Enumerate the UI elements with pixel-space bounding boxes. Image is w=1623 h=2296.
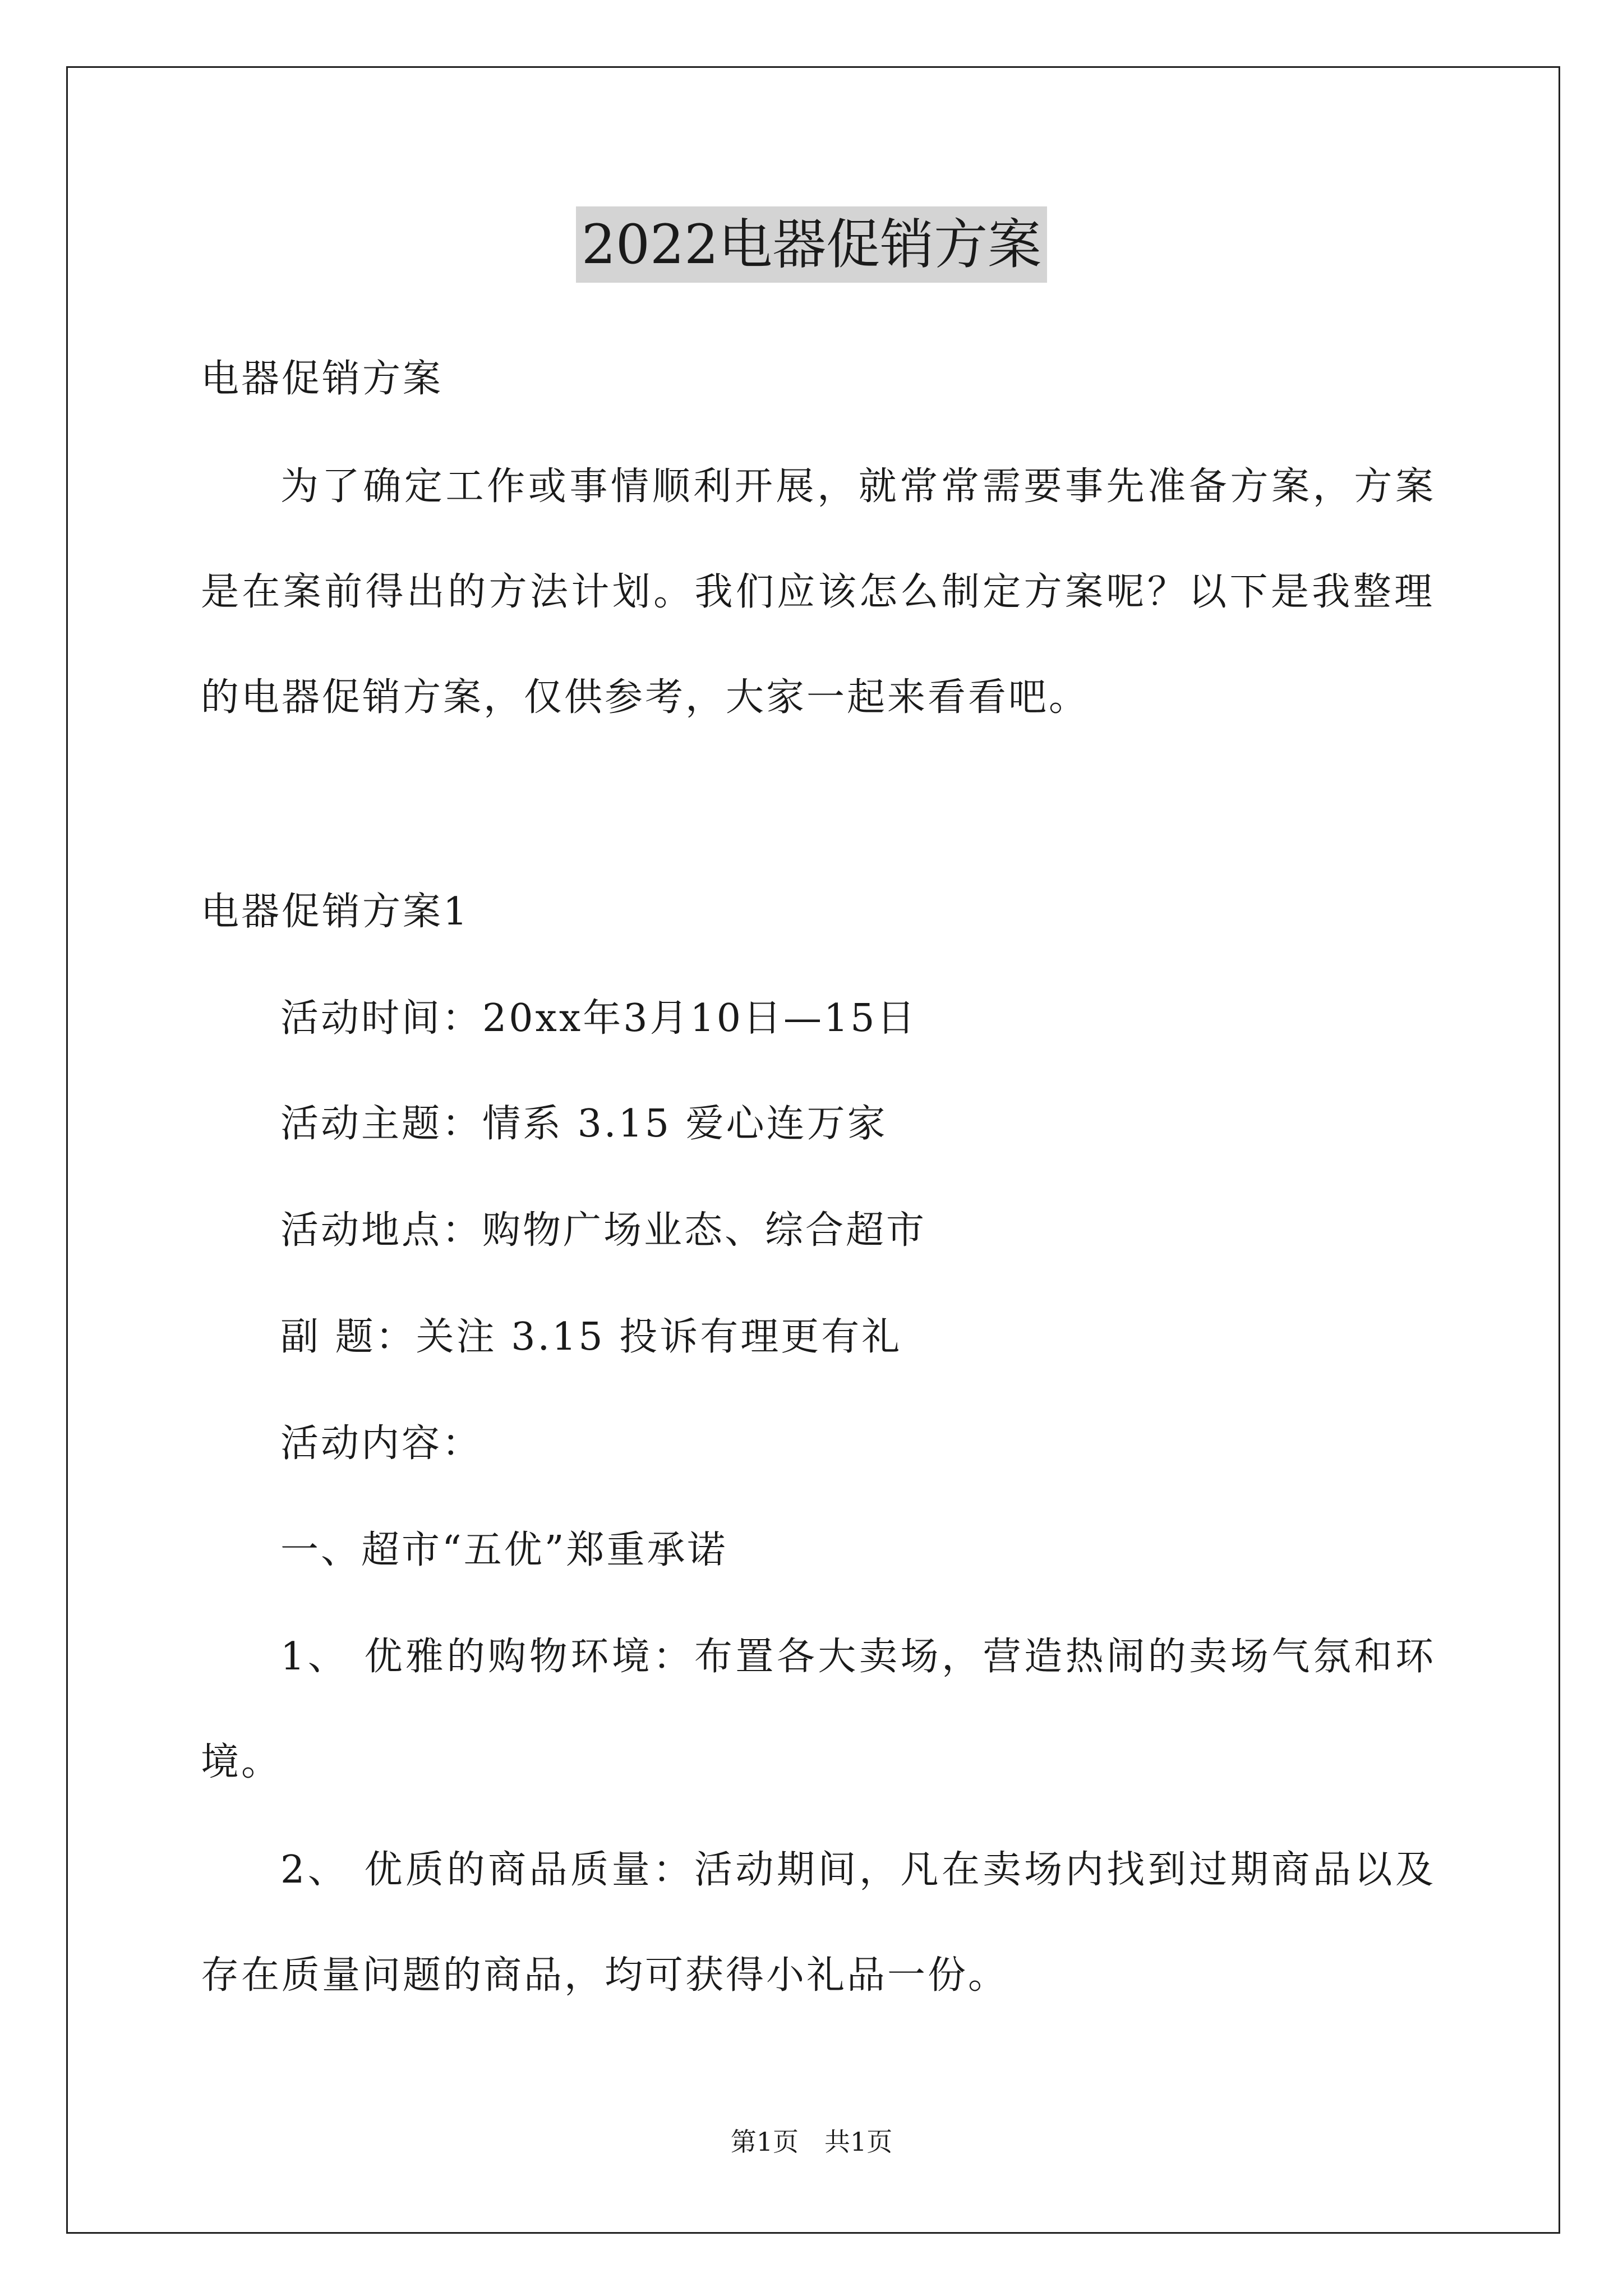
document-title: 2022电器促销方案	[576, 206, 1047, 283]
activity-content-label: 活动内容：	[280, 1421, 483, 1466]
activity-location: 活动地点：购物广场业态、综合超市	[280, 1208, 927, 1253]
title-wrap	[0, 206, 1623, 283]
section1-heading: 电器促销方案1	[201, 890, 470, 934]
item1-line-1: 1、 优雅的购物环境：布置各大卖场，营造热闹的卖场气氛和环	[280, 1635, 1436, 1679]
intro-line-1: 为了确定工作或事情顺利开展，就常常需要事先准备方案，方案	[280, 464, 1436, 509]
activity-theme: 活动主题：情系 3.15 爱心连万家	[280, 1102, 888, 1146]
item2-line-2: 存在质量问题的商品，均可获得小礼品一份。	[201, 1953, 1009, 1998]
page-footer: 第1页 共1页	[730, 2127, 893, 2157]
item2-line-1: 2、 优质的商品质量：活动期间，凡在卖场内找到过期商品以及	[280, 1848, 1436, 1892]
intro-line-2: 是在案前得出的方法计划。我们应该怎么制定方案呢？以下是我整理	[201, 570, 1435, 614]
promise-heading: 一、超市“五优”郑重承诺	[280, 1528, 728, 1572]
item1-line-2: 境。	[201, 1740, 282, 1784]
subtitle: 电器促销方案	[201, 357, 444, 401]
activity-time: 活动时间：20xx年3月10日—15日	[280, 996, 917, 1041]
intro-line-3: 的电器促销方案，仅供参考，大家一起来看看吧。	[201, 675, 1090, 720]
activity-subtheme: 副 题：关注 3.15 投诉有理更有礼	[280, 1315, 902, 1359]
